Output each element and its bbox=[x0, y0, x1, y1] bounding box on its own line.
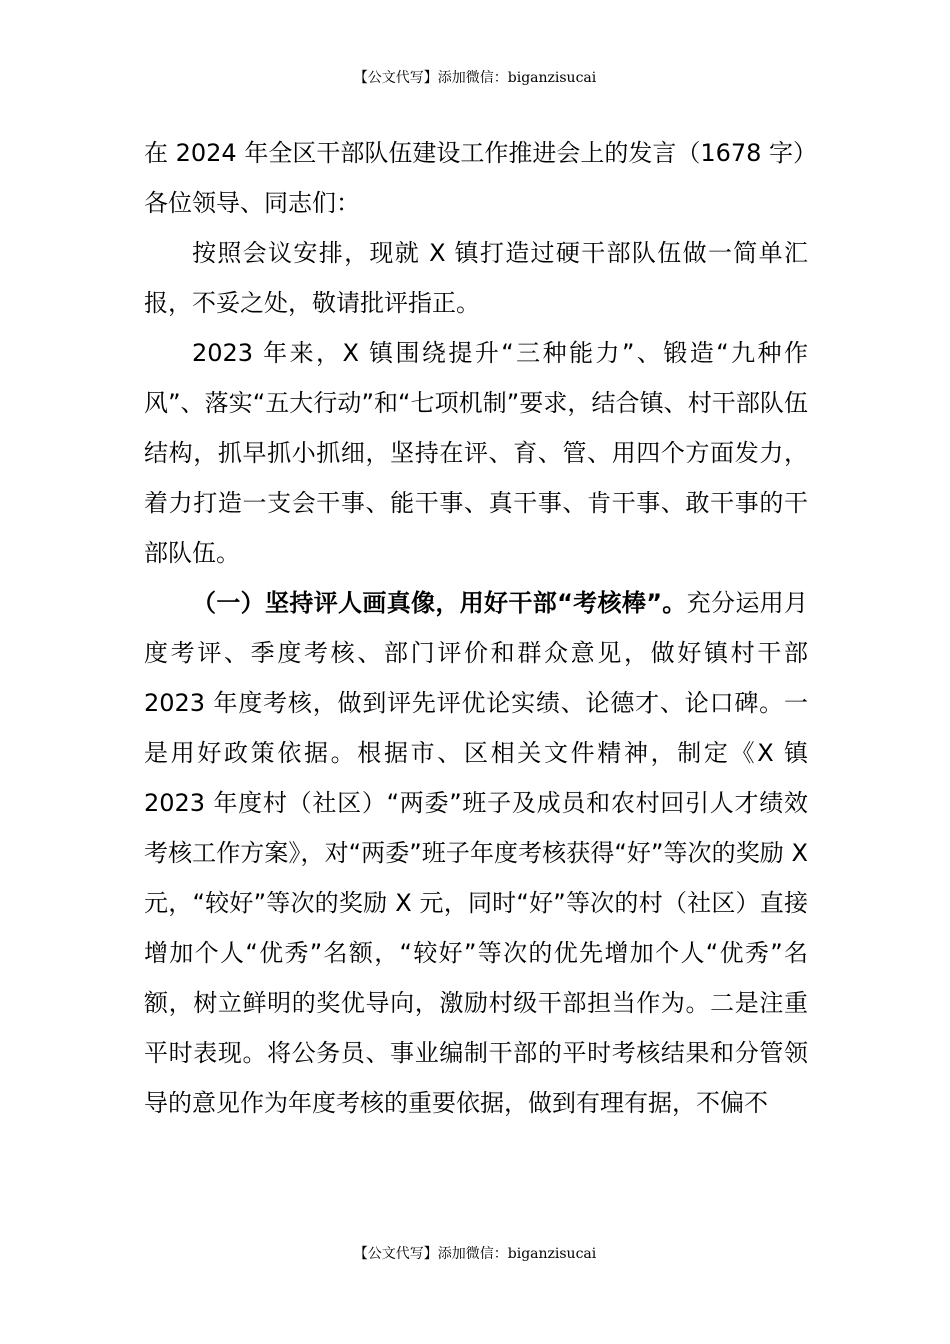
section-1-paragraph bbox=[144, 578, 808, 1128]
page-footer-watermark: 【公文代写】添加微信：biganzisucai bbox=[353, 1246, 597, 1262]
paragraph-intro: 按照会议安排，现就 X 镇打造过硬干部队伍做一简单汇报，不妥之处，敬请批评指正。 bbox=[144, 239, 808, 317]
paragraph-overview: 2023 年来，X 镇围绕提升“三种能力”、锻造“九种作风”、落实“五大行动”和“七项机制”要求，结合镇、村干部队伍结构，抓早抓小抓细，坚持在评、育、管、用四个方面发力，着力打造一支会干事、能干事、真干事、肯干事、敢干事的干部队伍。 bbox=[144, 339, 808, 567]
document-body bbox=[144, 128, 818, 1128]
salutation: 各位领导、同志们： bbox=[144, 189, 360, 217]
section-1-body: 充分运用月度考评、季度考核、部门评价和群众意见，做好镇村干部 2023 年度考核，做到评先评优论实绩、论德才、论口碑。一是用好政策依据。根据市、区相关文件精神，制定《X 镇 2023 年度村（社区）“两委”班子及成员和农村回引人才绩效考核工作方案》，对“两委”班子年度考核获得“好”等次的奖励 X 元，“较好”等次的奖励 X 元，同时“好”等次的村（社区）直接增加个人“优秀”名额，“较好”等次的优先增加个人“优秀”名额，树立鲜明的奖优导向，激励村级干部担当作为。二是注重平时表现。将公务员、事业编制干部的平时考核结果和分管领导的意见作为年度考核的重要依据，做到有理有据，不偏不 bbox=[144, 589, 809, 1117]
section-1-heading: （一）坚持评人画真像，用好干部“考核棒”。 bbox=[192, 589, 687, 617]
document-title: 在 2024 年全区干部队伍建设工作推进会上的发言（1678 字） bbox=[144, 139, 818, 167]
page-header-watermark: 【公文代写】添加微信：biganzisucai bbox=[353, 70, 597, 86]
